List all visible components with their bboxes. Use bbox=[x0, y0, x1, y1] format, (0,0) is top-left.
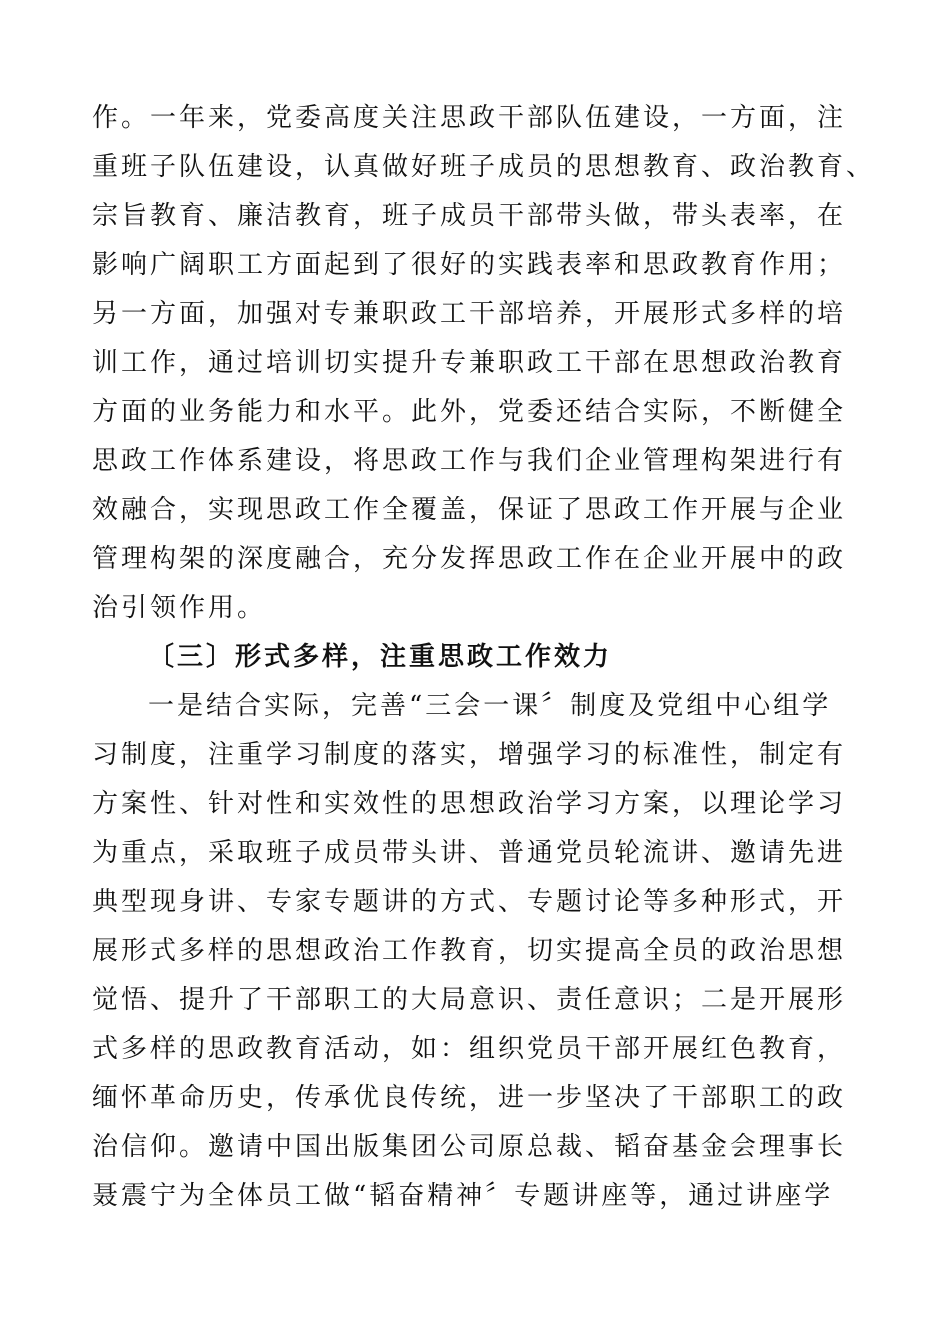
text-line: 典型现身讲、专家专题讲的方式、专题讨论等多种形式，开 bbox=[92, 887, 847, 917]
text-line: 方案性、针对性和实效性的思想政治学习方案，以理论学习 bbox=[92, 789, 847, 819]
text-line: 治引领作用。 bbox=[92, 593, 267, 623]
text-line: 作。一年来，党委高度关注思政干部队伍建设，一方面，注 bbox=[92, 103, 847, 133]
text-line: 效融合，实现思政工作全覆盖，保证了思政工作开展与企业 bbox=[92, 495, 847, 525]
text-line: 习制度，注重学习制度的落实，增强学习的标准性，制定有 bbox=[92, 740, 847, 770]
paragraph-first-line: 一是结合实际，完善“三会一课〞制度及党组中心组学 bbox=[148, 691, 832, 721]
text-line: 聂震宁为全体员工做“韬奋精神〞专题讲座等，通过讲座学 bbox=[92, 1181, 834, 1211]
text-line: 思政工作体系建设，将思政工作与我们企业管理构架进行有 bbox=[92, 446, 847, 476]
text-line: 重班子队伍建设，认真做好班子成员的思想教育、政治教育、 bbox=[92, 152, 876, 182]
text-line: 式多样的思政教育活动，如：组织党员干部开展红色教育， bbox=[92, 1034, 847, 1064]
text-line: 方面的业务能力和水平。此外，党委还结合实际，不断健全 bbox=[92, 397, 847, 427]
document-body bbox=[92, 94, 876, 1221]
text-line: 治信仰。邀请中国出版集团公司原总裁、韬奋基金会理事长 bbox=[92, 1132, 847, 1162]
text-line: 为重点，采取班子成员带头讲、普通党员轮流讲、邀请先进 bbox=[92, 838, 847, 868]
text-line: 训工作，通过培训切实提升专兼职政工干部在思想政治教育 bbox=[92, 348, 847, 378]
text-line: 影响广阔职工方面起到了很好的实践表率和思政教育作用； bbox=[92, 250, 847, 280]
text-line: 展形式多样的思想政治工作教育，切实提高全员的政治思想 bbox=[92, 936, 847, 966]
section-heading: 〔三〕形式多样，注重思政工作效力 bbox=[148, 642, 613, 672]
text-line: 宗旨教育、廉洁教育，班子成员干部带头做，带头表率，在 bbox=[92, 201, 847, 231]
text-line: 觉悟、提升了干部职工的大局意识、责任意识；二是开展形 bbox=[92, 985, 847, 1015]
text-line: 管理构架的深度融合，充分发挥思政工作在企业开展中的政 bbox=[92, 544, 847, 574]
text-line: 缅怀革命历史，传承优良传统，进一步坚决了干部职工的政 bbox=[92, 1083, 847, 1113]
text-line: 另一方面，加强对专兼职政工干部培养，开展形式多样的培 bbox=[92, 299, 847, 329]
